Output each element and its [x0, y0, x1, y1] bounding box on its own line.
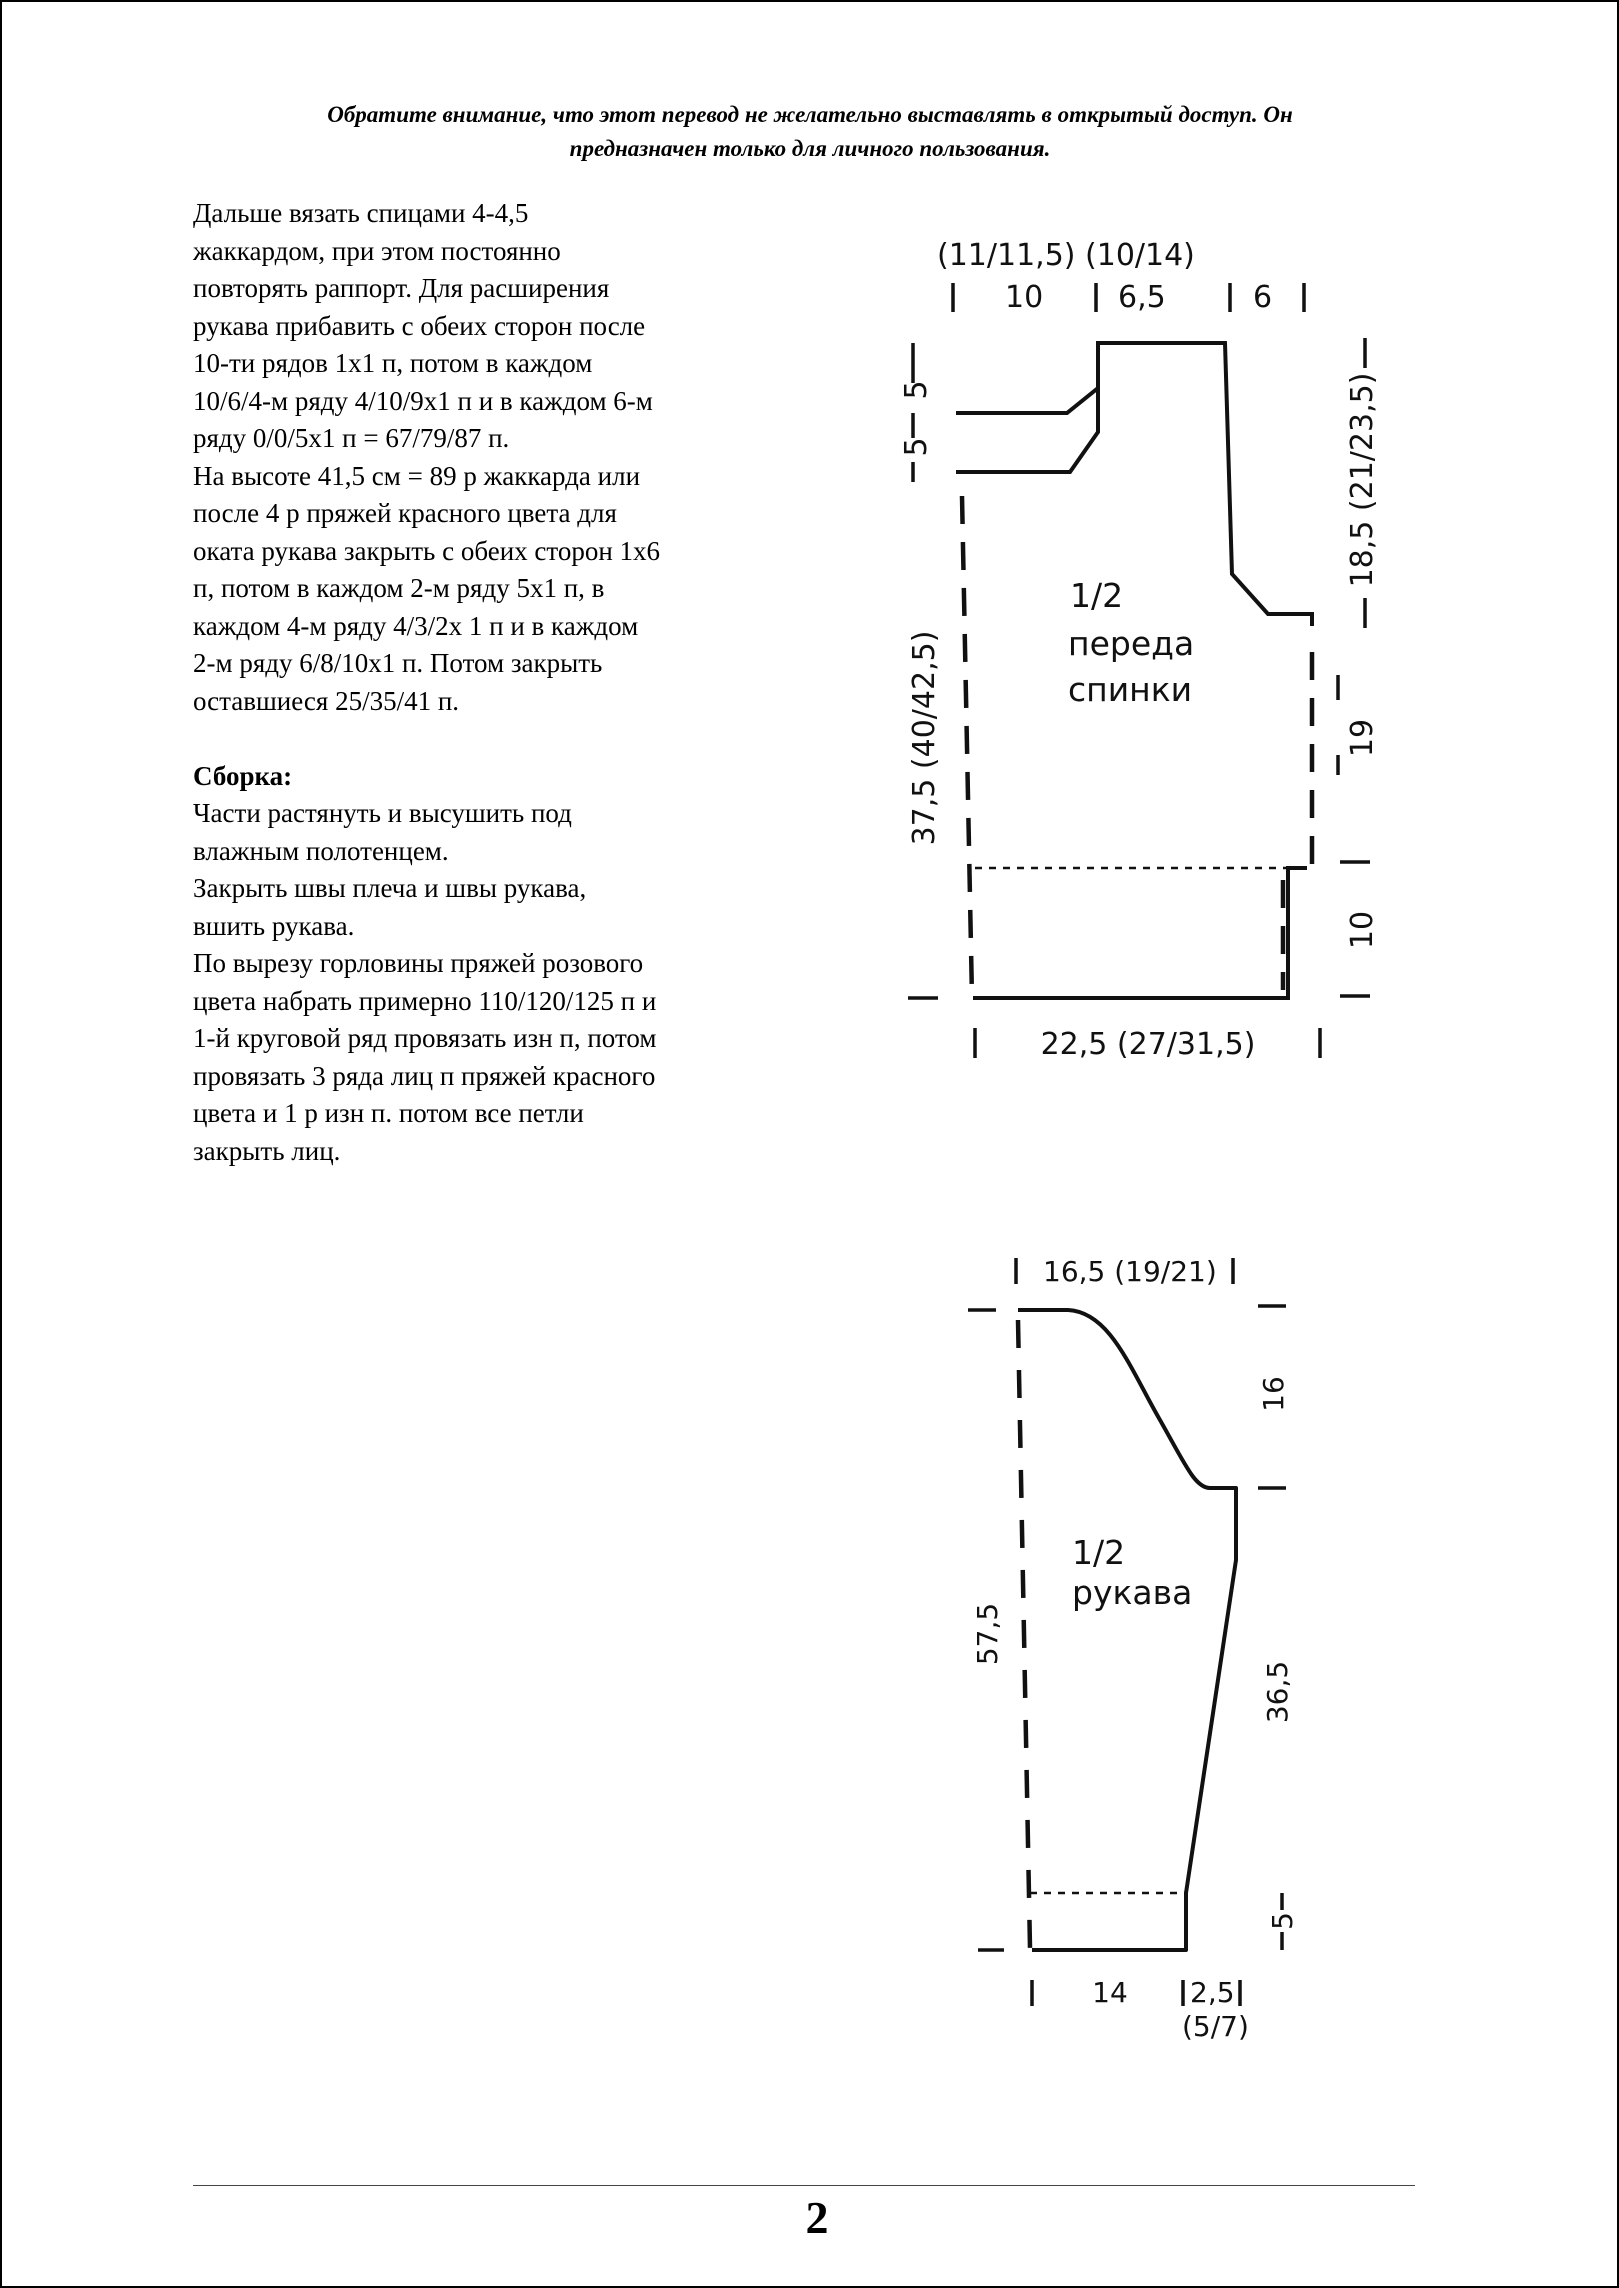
- neck-front-depth-label: 5: [899, 437, 934, 457]
- assembly-line: 1-й круговой ряд провязать изн п, потом: [193, 1023, 657, 1053]
- sleeve-outline: [1018, 1310, 1236, 1950]
- total-height-label: 37,5 (40/42,5): [907, 630, 942, 846]
- assembly-line: По вырезу горловины пряжей розового: [193, 948, 644, 978]
- instruction-line: ряду 0/0/5х1 п = 67/79/87 п.: [193, 423, 510, 453]
- notice-line-2: предназначен только для личного пользования.: [569, 136, 1051, 161]
- bottom-width-label: 22,5 (27/31,5): [1040, 1027, 1256, 1062]
- assembly-line: Закрыть швы плеча и швы рукава,: [193, 873, 587, 903]
- instruction-line: после 4 р пряжей красного цвета для: [193, 498, 617, 528]
- assembly-line: вшить рукава.: [193, 910, 355, 941]
- instruction-line: На высоте 41,5 см = 89 р жаккарда или: [193, 460, 641, 491]
- rib-height-label: 10: [1345, 910, 1380, 950]
- sleeve-cap-height-label: 16: [1257, 1376, 1290, 1412]
- assembly-line: Части растянуть и высушить под: [193, 798, 572, 828]
- cuff-height-label: 5: [1266, 1912, 1299, 1930]
- sleeve-seam-height-label: 36,5: [1261, 1660, 1294, 1724]
- assembly-heading: Сборка:: [193, 760, 293, 791]
- instruction-line: 2-м ряду 6/8/10х1 п. Потом закрыть: [193, 648, 603, 678]
- side-height-label: 19: [1345, 718, 1380, 758]
- instruction-line: каждом 4-м ряду 4/3/2х 1 п и в каждом: [193, 610, 639, 641]
- notice-line-1: Обратите внимание, что этот перевод не желательно выставлять в открытый доступ. Он: [327, 102, 1293, 127]
- assembly-line: провязать 3 ряда лиц п пряжей красного: [193, 1060, 656, 1091]
- armhole-height-label: 18,5 (21/23,5): [1345, 372, 1380, 588]
- sleeve-total-height-label: 57,5: [971, 1602, 1004, 1666]
- instruction-line: жаккардом, при этом постоянно: [193, 235, 561, 266]
- sleeve-part-label-line-2: рукава: [1072, 1573, 1193, 1612]
- assembly-line: влажным полотенцем.: [193, 835, 449, 866]
- part-label-line-3: спинки: [1068, 670, 1193, 709]
- sleeve-bottom-width-label: 14: [1092, 1976, 1128, 2009]
- width-neck-label: 6,5: [1118, 280, 1166, 315]
- width-shoulder-label: 10: [1005, 280, 1044, 315]
- width-side-label: 6: [1253, 280, 1273, 315]
- sleeve-center-dashed-line: [1018, 1320, 1030, 1948]
- part-label-line-2: переда: [1068, 624, 1195, 663]
- sleeve-part-label-line-1: 1/2: [1072, 1533, 1126, 1572]
- instruction-line: повторять раппорт. Для расширения: [193, 273, 610, 303]
- sleeve-top-width-label: 16,5 (19/21): [1043, 1255, 1217, 1288]
- instruction-line: Дальше вязать спицами 4-4,5: [193, 198, 529, 228]
- assembly-line: цвета и 1 р изн п. потом все петли: [193, 1098, 584, 1128]
- footer-divider: [193, 2185, 1415, 2186]
- assembly-line: закрыть лиц.: [193, 1135, 341, 1166]
- assembly-line: цвета набрать примерно 110/120/125 п и: [193, 985, 657, 1016]
- page-number: 2: [805, 2192, 829, 2243]
- increase-width-sizes-label: (5/7): [1182, 2010, 1249, 2043]
- body-top-label: (11/11,5) (10/14): [937, 238, 1195, 273]
- instruction-line: 10-ти рядов 1х1 п, потом в каждом: [193, 348, 593, 378]
- part-label-line-1: 1/2: [1070, 576, 1124, 615]
- instruction-line: 10/6/4-м ряду 4/10/9х1 п и в каждом 6-м: [193, 385, 653, 416]
- neck-back-depth-label: 5: [899, 380, 934, 400]
- instruction-line: оката рукава закрыть с обеих сторон 1х6: [193, 535, 661, 566]
- instruction-line: рукава прибавить с обеих сторон после: [193, 310, 646, 341]
- increase-width-label: 2,5: [1190, 1976, 1235, 2009]
- instruction-line: оставшиеся 25/35/41 п.: [193, 685, 460, 716]
- instruction-line: п, потом в каждом 2-м ряду 5х1 п, в: [193, 573, 605, 603]
